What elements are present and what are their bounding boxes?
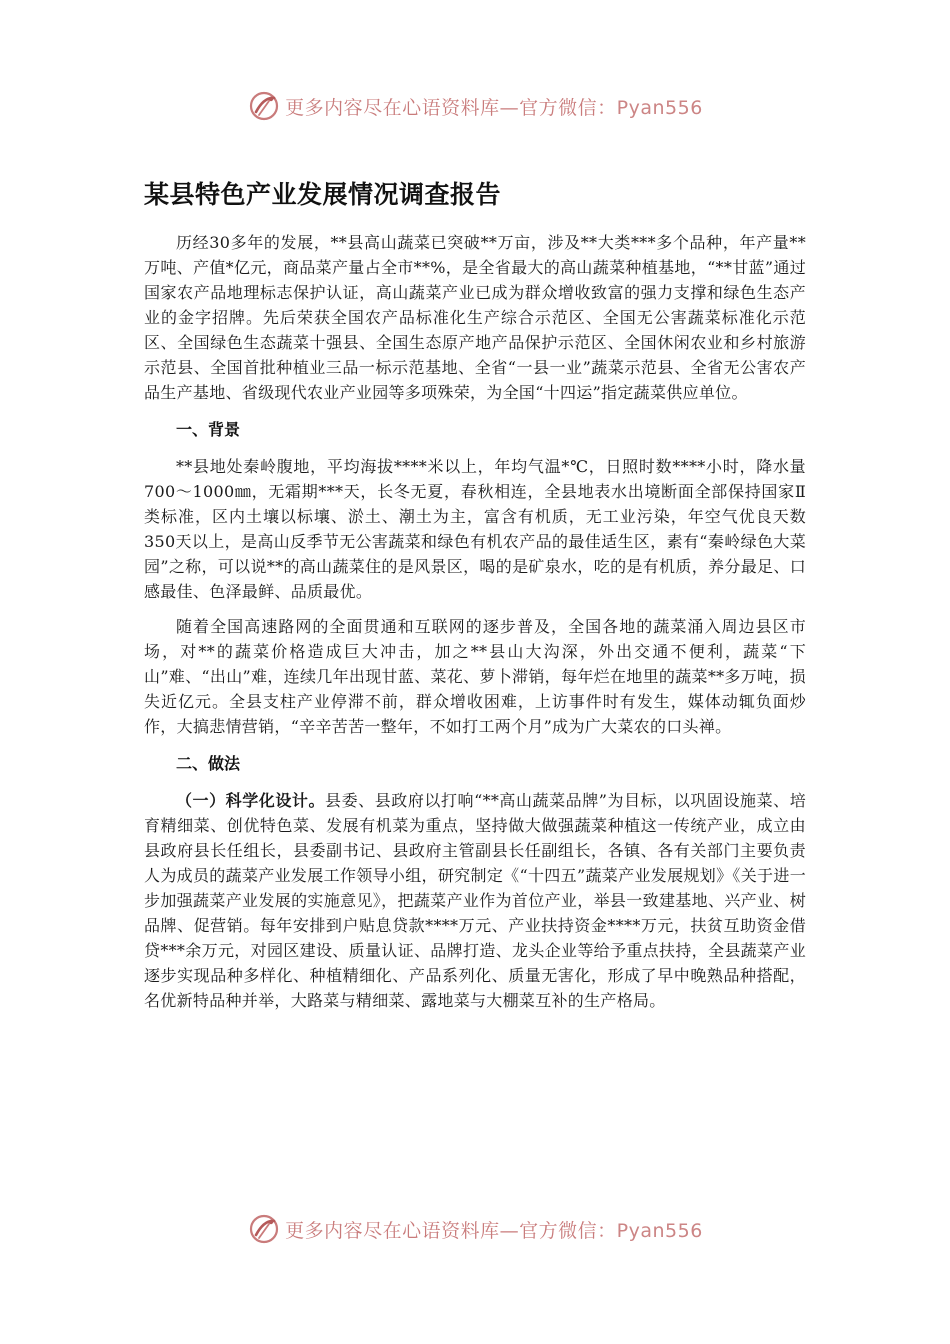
watermark-text: 更多内容尽在心语资料库—官方微信：Pyan556 — [285, 1219, 703, 1242]
watermark-footer — [0, 1209, 950, 1249]
intro-paragraph: 历经30多年的发展，**县高山蔬菜已突破**万亩，涉及**大类***多个品种，年产量**万吨、产值*亿元，商品菜产量占全市**%，是全省最大的高山蔬菜种植基地，“**甘蓝”通过国家农产品地理标志保护认证，高山蔬菜产业已成为群众增收致富的强力支撑和绿色生态产业的金字招牌。先后荣获全国农产品标准化生产综合示范区、全国无公害蔬菜标准化示范区、全国绿色生态蔬菜十强县、全国生态原产地产品保护示范区、全国休闲农业和乡村旅游示范县、全国首批种植业三品一标示范基地、全省“一县一业”蔬菜示范县、全省无公害农产品生产基地、省级现代农业产业园等多项殊荣，为全国“十四运”指定蔬菜供应单位。 — [144, 233, 806, 402]
logo-icon — [247, 1212, 281, 1246]
section-heading-background: 一、背景 — [176, 420, 241, 439]
watermark-header — [0, 86, 950, 126]
section-heading-practice: 二、做法 — [176, 754, 241, 773]
document-title: 某县特色产业发展情况调查报告 — [144, 180, 502, 209]
watermark-text: 更多内容尽在心语资料库—官方微信：Pyan556 — [285, 96, 703, 119]
logo-icon — [247, 89, 281, 123]
background-paragraph-2: 随着全国高速路网的全面贯通和互联网的逐步普及，全国各地的蔬菜涌入周边县区市场，对**的蔬菜价格造成巨大冲击，加之**县山大沟深，外出交通不便利，蔬菜“下山”难、“出山”难，连续几年出现甘蓝、菜花、萝卜滞销，每年烂在地里的蔬菜**多万吨，损失近亿元。全县支柱产业停滞不前，群众增收困难，上访事件时有发生，媒体动辄负面炒作，大搞悲情营销，“辛辛苦苦一整年，不如打工两个月”成为广大菜农的口头禅。 — [144, 617, 806, 736]
background-paragraph-1: **县地处秦岭腹地，平均海拔****米以上，年均气温*℃，日照时数****小时，降水量700～1000㎜，无霜期***天，长冬无夏，春秋相连，全县地表水出境断面全部保持国家Ⅱ类标准，区内土壤以标壤、淤土、潮土为主，富含有机质，无工业污染，年空气优良天数350天以上，是高山反季节无公害蔬菜和绿色有机农产品的最佳适生区，素有“秦岭绿色大菜园”之称，可以说**的高山蔬菜住的是风景区，喝的是矿泉水，吃的是有机质，养分最足、口感最佳、色泽最鲜、品质最优。 — [144, 457, 806, 601]
subsection-body: 县委、县政府以打响“**高山蔬菜品牌”为目标，以巩固设施菜、培育精细菜、创优特色菜、发展有机菜为重点，坚持做大做强蔬菜种植这一传统产业，成立由县政府县长任组长，县委副书记、县政府主管副县长任副组长，各镇、各有关部门主要负责人为成员的蔬菜产业发展工作领导小组，研究制定《“十四五”蔬菜产业发展规划》《关于进一步加强蔬菜产业发展的实施意见》，把蔬菜产业作为首位产业，举县一致建基地、兴产业、树品牌、促营销。每年安排到户贴息贷款****万元、产业扶持资金****万元，扶贫互助资金借贷***余万元，对园区建设、质量认证、品牌打造、龙头企业等给予重点扶持，全县蔬菜产业逐步实现品种多样化、种植精细化、产品系列化、质量无害化，形成了早中晚熟品种搭配，名优新特品种并举，大路菜与精细菜、露地菜与大棚菜互补的生产格局。 — [144, 791, 806, 1010]
practice-paragraph-1 — [144, 788, 806, 1013]
subsection-lead: （一）科学化设计。 — [176, 791, 326, 810]
document-body — [144, 170, 806, 1013]
